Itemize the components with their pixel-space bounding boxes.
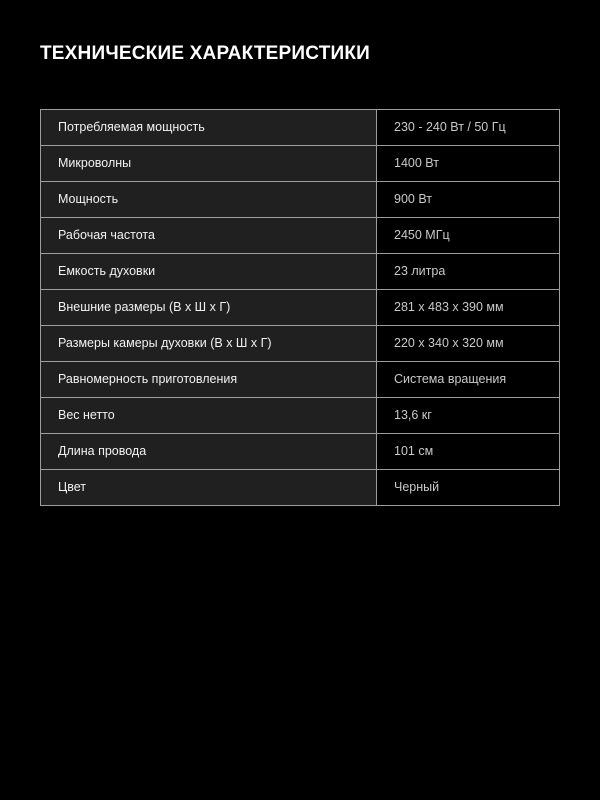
spec-value: 23 литра: [377, 254, 560, 290]
spec-label: Рабочая частота: [41, 218, 377, 254]
spec-value: 13,6 кг: [377, 398, 560, 434]
spec-label: Мощность: [41, 182, 377, 218]
spec-label: Равномерность приготовления: [41, 362, 377, 398]
spec-value: Черный: [377, 470, 560, 506]
spec-value: 1400 Вт: [377, 146, 560, 182]
table-row: [41, 290, 560, 326]
table-row: [41, 146, 560, 182]
page-title: ТЕХНИЧЕСКИЕ ХАРАКТЕРИСТИКИ: [40, 43, 371, 64]
table-row: [41, 218, 560, 254]
table-row: [41, 398, 560, 434]
spec-label: Цвет: [41, 470, 377, 506]
spec-value: 2450 МГц: [377, 218, 560, 254]
spec-label: Микроволны: [41, 146, 377, 182]
spec-value: 101 см: [377, 434, 560, 470]
table-row: [41, 362, 560, 398]
table-row: [41, 470, 560, 506]
table-row: [41, 326, 560, 362]
spec-label: Размеры камеры духовки (В х Ш х Г): [41, 326, 377, 362]
table-row: [41, 254, 560, 290]
spec-value: 230 - 240 Вт / 50 Гц: [377, 110, 560, 146]
spec-label: Вес нетто: [41, 398, 377, 434]
spec-label: Длина провода: [41, 434, 377, 470]
spec-value: Система вращения: [377, 362, 560, 398]
specifications-table-body: [41, 110, 560, 506]
table-row: [41, 182, 560, 218]
specifications-table: [40, 109, 560, 506]
spec-value: 900 Вт: [377, 182, 560, 218]
spec-value: 281 х 483 х 390 мм: [377, 290, 560, 326]
table-row: [41, 434, 560, 470]
spec-label: Потребляемая мощность: [41, 110, 377, 146]
table-row: [41, 110, 560, 146]
spec-value: 220 х 340 х 320 мм: [377, 326, 560, 362]
spec-label: Емкость духовки: [41, 254, 377, 290]
spec-label: Внешние размеры (В х Ш х Г): [41, 290, 377, 326]
